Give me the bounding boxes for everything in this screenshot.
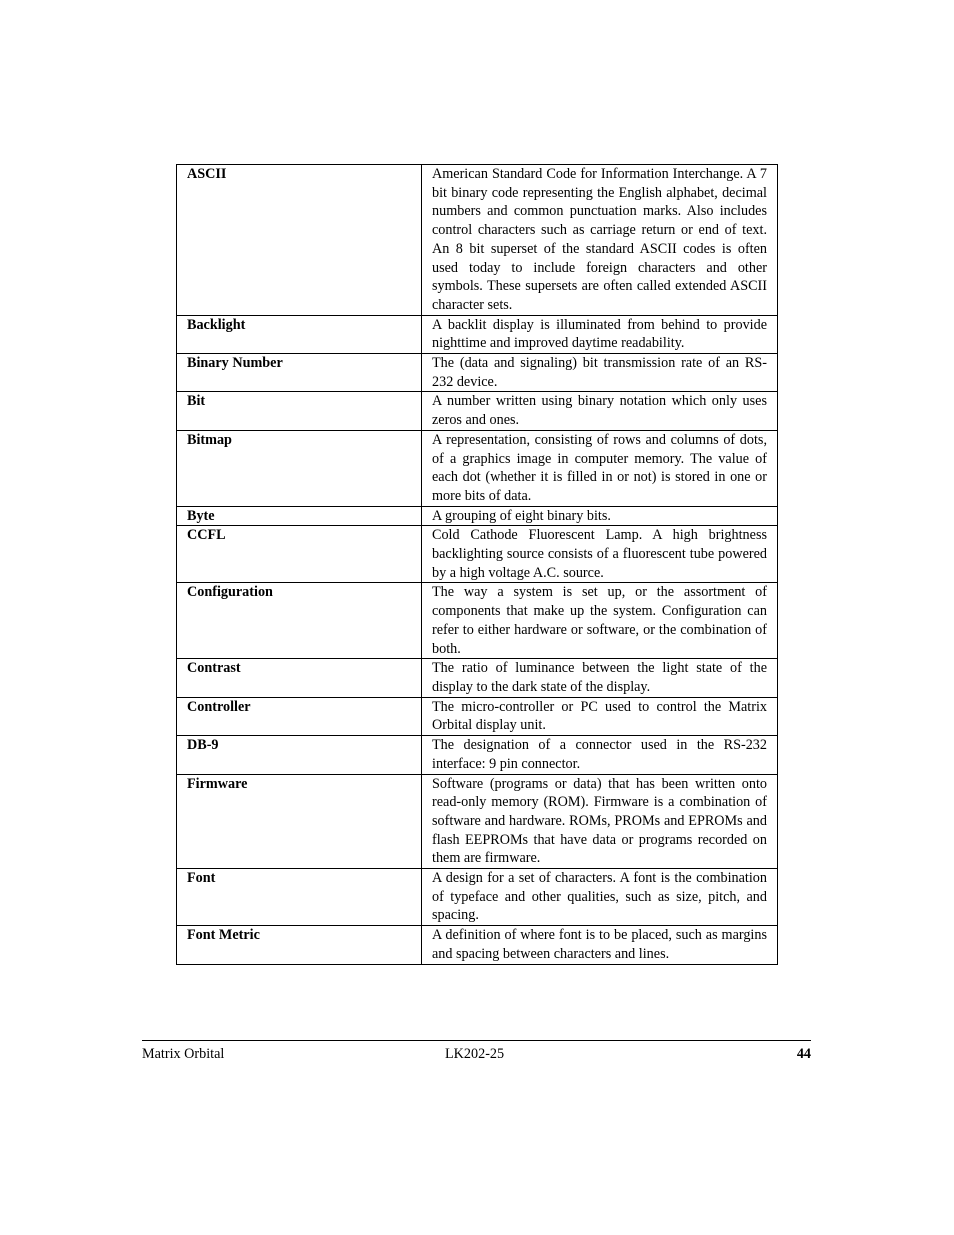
glossary-term: Bitmap (177, 430, 422, 506)
glossary-definition: The ratio of luminance between the light state of the display to the dark state of the display. (422, 659, 778, 697)
table-row (177, 315, 778, 353)
glossary-definition: The way a system is set up, or the assortment of components that make up the system. Configuration can refer to either hardware or software, or the combination of both. (422, 583, 778, 659)
page-number: 44 (796, 1046, 811, 1062)
glossary-term: Backlight (177, 315, 422, 353)
footer-company: Matrix Orbital (142, 1046, 225, 1062)
glossary-term: Contrast (177, 659, 422, 697)
glossary-definition: A backlit display is illuminated from behind to provide nighttime and improved daytime readability. (422, 315, 778, 353)
glossary-term: Font Metric (177, 926, 422, 964)
table-row (177, 392, 778, 430)
glossary-term: Font (177, 869, 422, 926)
table-row (177, 165, 778, 316)
glossary-definition: A representation, consisting of rows and columns of dots, of a graphics image in computer memory. The value of each dot (whether it is filled in or not) is stored in one or more bits of data. (422, 430, 778, 506)
table-row (177, 869, 778, 926)
table-row (177, 506, 778, 526)
glossary-term: DB-9 (177, 736, 422, 774)
glossary-definition: A definition of where font is to be placed, such as margins and spacing between characters and lines. (422, 926, 778, 964)
table-row (177, 526, 778, 583)
glossary-term: Binary Number (177, 354, 422, 392)
table-row (177, 736, 778, 774)
glossary-definition: The micro-controller or PC used to control the Matrix Orbital display unit. (422, 697, 778, 735)
table-row (177, 659, 778, 697)
table-row (177, 697, 778, 735)
footer-model: LK202-25 (445, 1046, 505, 1062)
table-row (177, 430, 778, 506)
table-row (177, 583, 778, 659)
glossary-term: Configuration (177, 583, 422, 659)
glossary-term: Byte (177, 506, 422, 526)
footer-divider (142, 1040, 811, 1041)
table-row (177, 354, 778, 392)
glossary-definition: A design for a set of characters. A font is the combination of typeface and other qualities, such as size, pitch, and spacing. (422, 869, 778, 926)
glossary-term: ASCII (177, 165, 422, 316)
glossary-definition: American Standard Code for Information Interchange. A 7 bit binary code representing the English alphabet, decimal numbers and common punctuation marks. Also includes control characters such as carriage return or end of text. An 8 bit superset of the standard ASCII codes is often used today to include foreign characters and other symbols. These supersets are often called extended ASCII character sets. (422, 165, 778, 316)
glossary-definition: Software (programs or data) that has been written onto read-only memory (ROM). Firmware is a combination of software and hardware. ROMs, PROMs and EPROMs and flash EEPROMs that have data or programs recorded on them are firmware. (422, 774, 778, 869)
glossary-term: Firmware (177, 774, 422, 869)
glossary-definition: Cold Cathode Fluorescent Lamp. A high brightness backlighting source consists of a fluorescent tube powered by a high voltage A.C. source. (422, 526, 778, 583)
glossary-term: CCFL (177, 526, 422, 583)
table-row (177, 774, 778, 869)
glossary-definition: The (data and signaling) bit transmission rate of an RS-232 device. (422, 354, 778, 392)
glossary-definition: The designation of a connector used in the RS-232 interface: 9 pin connector. (422, 736, 778, 774)
glossary-definition: A grouping of eight binary bits. (422, 506, 778, 526)
glossary-term: Bit (177, 392, 422, 430)
glossary-definition: A number written using binary notation which only uses zeros and ones. (422, 392, 778, 430)
glossary-term: Controller (177, 697, 422, 735)
table-row (177, 926, 778, 964)
glossary-table (176, 164, 778, 965)
